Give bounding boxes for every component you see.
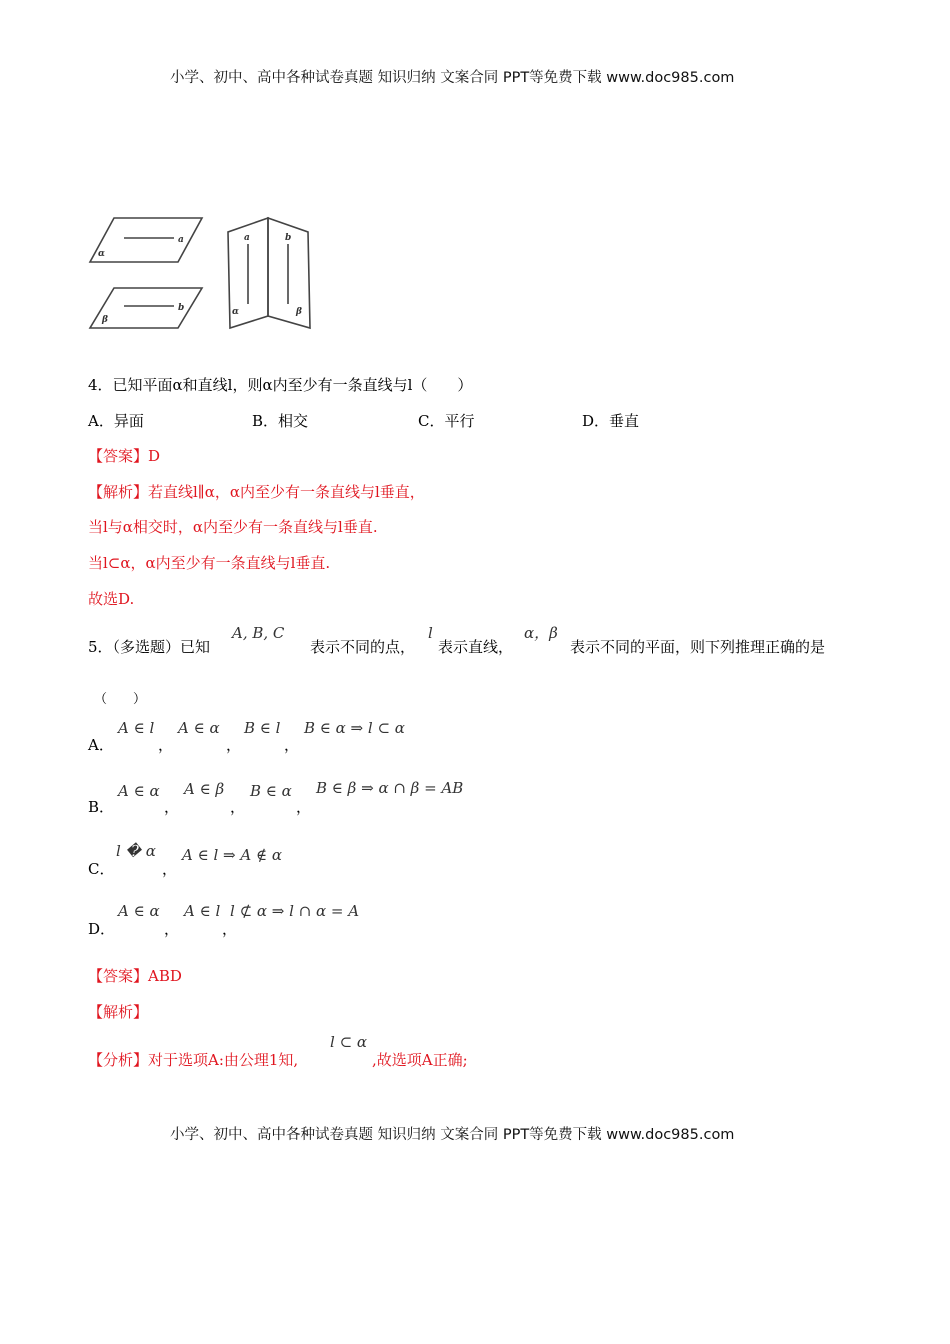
q5-fenxi: 【分析】对于选项A:由公理1知, (88, 1051, 299, 1069)
q5-option-a-math4: B ∈ α ⇒ l ⊂ α (304, 719, 405, 737)
q5-stem-mid2: 表示直线， (438, 638, 514, 656)
q5-option-c-math2: A ∈ l ⇒ A ∉ α (182, 846, 282, 864)
q5-option-a-comma2: ， (226, 736, 242, 754)
q4-option-d: D．垂直 (582, 412, 640, 430)
label-alpha-right: α (232, 307, 239, 317)
q5-option-d-label: D． (88, 920, 116, 938)
label-alpha-left: α (98, 249, 105, 259)
q5-stem-prefix: 5．（多选题）已知 (88, 638, 211, 656)
q5-option-a-math2: A ∈ α (178, 719, 220, 737)
q5-option-b-label: B． (88, 798, 115, 816)
q5-stem-line: l (428, 624, 433, 642)
label-b-left: b (178, 303, 185, 313)
q5-paren: （ ） (94, 692, 147, 707)
label-a-right: a (244, 233, 250, 243)
q5-option-c-comma1: ， (162, 860, 178, 878)
q5-option-a-comma1: ， (158, 736, 174, 754)
q5-option-c-math1: l � α (116, 842, 156, 860)
q5-stem-mid1: 表示不同的点， (310, 638, 416, 656)
q5-option-d-math1: A ∈ α (118, 902, 160, 920)
q5-option-a-math3: B ∈ l (244, 719, 281, 737)
q5-option-b-math4: B ∈ β ⇒ α ∩ β = AB (316, 779, 464, 797)
q5-option-c-label: C． (88, 860, 115, 878)
q4-analysis-line3: 当l⊂α，α内至少有一条直线与l垂直. (88, 554, 331, 572)
q4-analysis-line4: 故选D. (88, 590, 135, 608)
q4-option-a: A．异面 (88, 412, 144, 430)
q5-option-d-comma2: ， (222, 920, 238, 938)
label-beta-left: β (102, 315, 108, 325)
q5-analysis-label: 【解析】 (88, 1003, 149, 1021)
q5-option-a-math1: A ∈ l (118, 719, 155, 737)
label-a-left: a (178, 235, 184, 245)
q5-answer: 【答案】ABD (88, 967, 182, 985)
q5-option-b-math2: A ∈ β (184, 780, 225, 798)
q5-option-d-math3: l ⊄ α ⇒ l ∩ α = A (230, 902, 360, 920)
q5-stem-suffix: 表示不同的平面，则下列推理正确的是 (570, 638, 826, 656)
q5-option-d-math2: A ∈ l (184, 902, 221, 920)
page-header: 小学、初中、高中各种试卷真题 知识归纳 文案合同 PPT等免费下载 www.doc985.com (170, 70, 735, 86)
q5-option-a-comma3: ， (284, 736, 300, 754)
q4-analysis-line2: 当l与α相交时，α内至少有一条直线与l垂直. (88, 518, 378, 536)
q4-answer: 【答案】D (88, 447, 161, 465)
q5-fenxi-math: l ⊂ α (330, 1033, 368, 1051)
q5-option-b-comma2: ， (230, 798, 246, 816)
q4-analysis-line1: 【解析】若直线l∥α，α内至少有一条直线与l垂直， (88, 483, 425, 501)
q4-option-b: B．相交 (252, 412, 309, 430)
plane-alpha-parallel (90, 218, 202, 262)
q5-option-a-label: A． (88, 736, 114, 754)
q5-option-b-comma3: ， (296, 798, 312, 816)
q5-option-b-comma1: ， (164, 798, 180, 816)
q5-stem-points: A, B, C (232, 624, 285, 642)
label-beta-right: β (296, 307, 302, 317)
geometry-figure (88, 210, 318, 335)
q5-fenxi-suffix: ,故选项A正确; (372, 1051, 468, 1069)
page-footer: 小学、初中、高中各种试卷真题 知识归纳 文案合同 PPT等免费下载 www.doc985.com (170, 1127, 735, 1143)
q5-option-b-math1: A ∈ α (118, 782, 160, 800)
q5-stem-planes: α，β (524, 624, 558, 642)
q4-option-c: C．平行 (418, 412, 475, 430)
q4-stem: 4．已知平面α和直线l，则α内至少有一条直线与l（ ） (88, 376, 473, 394)
q5-option-d-comma1: ， (164, 920, 180, 938)
label-b-right: b (285, 233, 292, 243)
q5-option-b-math3: B ∈ α (250, 782, 292, 800)
